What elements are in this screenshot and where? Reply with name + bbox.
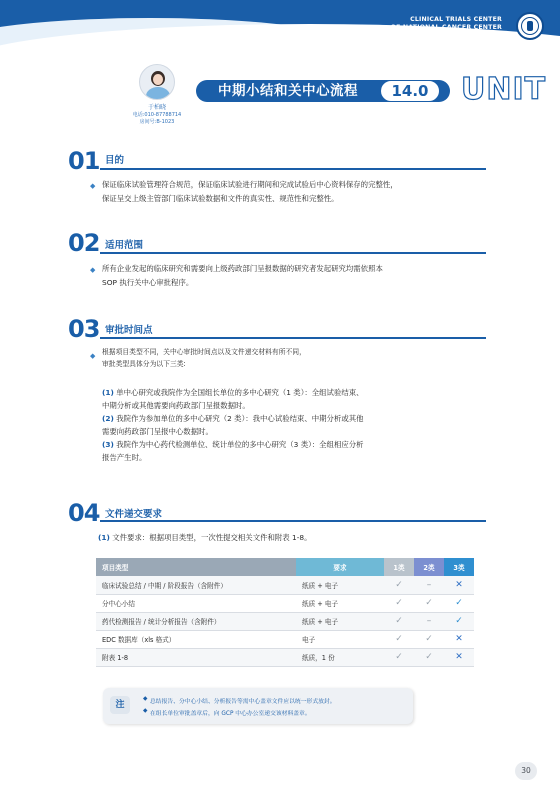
- dash-icon: –: [414, 612, 444, 630]
- check-icon: ✓: [384, 576, 414, 594]
- paragraph-line: 保证呈交上级主管部门临床试验数据和文件的真实性、规范性和完整性。: [102, 194, 339, 203]
- bullet-icon: ◆: [90, 182, 96, 190]
- section-paragraph: [102, 262, 383, 290]
- check-icon: ✓: [444, 612, 474, 630]
- note-line: 在组长单位审批盖章后，向 GCP 中心办公室递交该材料盖章。: [150, 711, 311, 717]
- bullet-icon: ◆: [90, 352, 96, 360]
- note-bullet-icon: ◆: [143, 696, 148, 702]
- header-type-3: 3类: [444, 558, 474, 576]
- cancer-center-logo-icon: [516, 12, 544, 40]
- row-project-type: EDC 数据库（xls 格式）: [96, 630, 296, 648]
- table-row: [96, 576, 474, 594]
- note-badge: 注: [110, 696, 130, 714]
- header-requirement: 要求: [296, 558, 384, 576]
- list-item-text: 需要向药政部门呈报中心数据时。: [102, 427, 213, 436]
- section-intro: [102, 346, 306, 370]
- list-item: [102, 438, 472, 451]
- header-type-2: 2类: [414, 558, 444, 576]
- person-contact: [122, 112, 192, 126]
- row-project-type: 临床试验总结 / 中期 / 阶段报告（含附件）: [96, 576, 296, 594]
- note-box: [103, 688, 413, 724]
- section-rule: [100, 520, 486, 522]
- requirement-number: (1): [98, 533, 110, 542]
- center-name-line2: OF NATIONAL CANCER CENTER: [390, 24, 502, 31]
- section-number: 02: [68, 229, 100, 257]
- requirement-text: 文件要求：根据项目类型，一次性提交相关文件和附表 1-8。: [112, 533, 312, 542]
- row-requirement: 纸质 + 电子: [296, 594, 384, 612]
- avatar: [139, 64, 175, 100]
- table-row: [96, 648, 474, 666]
- check-icon: ✓: [444, 594, 474, 612]
- cross-icon: ✕: [444, 630, 474, 648]
- check-icon: ✓: [414, 594, 444, 612]
- row-requirement: 电子: [296, 630, 384, 648]
- header-type-1: 1类: [384, 558, 414, 576]
- paragraph-line: 保证临床试验管理符合规范，保证临床试验进行期间和完成试验后中心资料保存的完整性，: [102, 180, 398, 189]
- approval-type-list: [102, 386, 472, 464]
- center-name: [391, 16, 502, 32]
- row-project-type: 分中心小结: [96, 594, 296, 612]
- file-requirement-text: [98, 531, 311, 545]
- center-name-line1: CLINICAL TRIALS CENTER: [410, 16, 502, 23]
- row-requirement: 纸质 + 电子: [296, 576, 384, 594]
- check-icon: ✓: [384, 612, 414, 630]
- note-bullet-icon: ◆: [143, 708, 148, 714]
- intro-line: 审批类型具体分为以下三类:: [102, 360, 186, 368]
- list-item: [102, 386, 472, 399]
- row-requirement: 纸质，1 份: [296, 648, 384, 666]
- table-header-row: [96, 558, 474, 576]
- section-title: 审批时间点: [105, 325, 153, 336]
- row-project-type: 药代检测报告 / 统计分析报告（含附件）: [96, 612, 296, 630]
- section-paragraph: [102, 178, 398, 206]
- page-title: 中期小结和关中心流程: [218, 83, 358, 99]
- table-row: [96, 612, 474, 630]
- person-phone: 电话:010-87788714: [132, 112, 182, 118]
- list-item-text: 报告产生时。: [102, 453, 147, 462]
- cross-icon: ✕: [444, 576, 474, 594]
- section-number: 04: [68, 499, 100, 527]
- intro-line: 根据项目类型不同，关中心审批时间点以及文件递交材料有所不同，: [102, 348, 306, 356]
- section-title: 目的: [105, 155, 125, 166]
- person-name: 于柏晓: [147, 104, 166, 111]
- list-item: [102, 412, 472, 425]
- header-project-type: 项目类型: [96, 558, 296, 576]
- unit-number: 14.0: [380, 80, 440, 102]
- list-item-text: 我院作为参加单位的多中心研究（2 类）：我中心试验结束、中期分析或其他: [116, 414, 364, 423]
- list-item-number: (1): [102, 388, 114, 397]
- person-office: 房间号:B-1023: [139, 119, 175, 125]
- bullet-icon: ◆: [90, 266, 96, 274]
- list-item-text: 单中心研究或我院作为全国组长单位的多中心研究（1 类）：全组试验结束、: [116, 388, 364, 397]
- section-rule: [100, 168, 486, 170]
- cross-icon: ✕: [444, 648, 474, 666]
- note-line: 总结报告、分中心小结、分析报告等需中心盖章文件应以统一形式放封。: [150, 699, 336, 705]
- table-row: [96, 630, 474, 648]
- list-item-text: 我院作为中心药代检测单位、统计单位的多中心研究（3 类）：全组相应分析: [116, 440, 364, 449]
- row-requirement: 纸质 + 电子: [296, 612, 384, 630]
- check-icon: ✓: [414, 630, 444, 648]
- unit-word: UNIT: [461, 72, 547, 107]
- section-number: 01: [68, 147, 100, 175]
- section-title: 适用范围: [105, 240, 144, 251]
- page-number: 30: [515, 762, 537, 780]
- section-rule: [100, 337, 486, 339]
- check-icon: ✓: [384, 594, 414, 612]
- check-icon: ✓: [384, 648, 414, 666]
- list-item-number: (3): [102, 440, 114, 449]
- section-number: 03: [68, 315, 100, 343]
- dash-icon: –: [414, 576, 444, 594]
- check-icon: ✓: [414, 648, 444, 666]
- section-rule: [100, 252, 486, 254]
- check-icon: ✓: [384, 630, 414, 648]
- paragraph-line: 所有企业发起的临床研究和需要向上级药政部门呈报数据的研究者发起研究均需依照本: [102, 264, 383, 273]
- paragraph-line: SOP 执行关中心审批程序。: [102, 278, 194, 287]
- list-item-text: 中期分析或其他需要向药政部门呈报数据时。: [102, 401, 250, 410]
- table-row: [96, 594, 474, 612]
- row-project-type: 附表 1-8: [96, 648, 296, 666]
- file-requirements-table: [96, 558, 474, 667]
- list-item-number: (2): [102, 414, 114, 423]
- section-title: 文件递交要求: [105, 509, 163, 520]
